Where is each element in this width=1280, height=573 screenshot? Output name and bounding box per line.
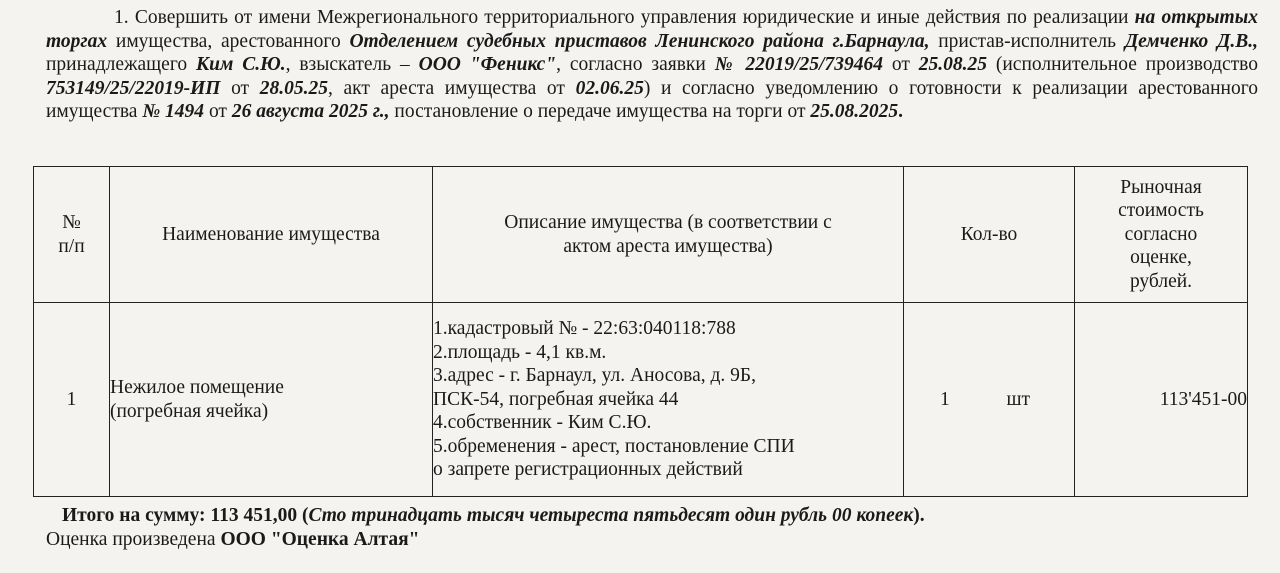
application-number: № 22019/25/739464 (714, 54, 883, 76)
auction-type: на открытых торгах (46, 7, 1258, 52)
para-text: пристав-исполнитель (929, 30, 1125, 52)
quantity-unit: шт (1006, 388, 1030, 410)
order-paragraph (46, 6, 1258, 124)
transfer-date: 25.08.2025 (810, 101, 899, 123)
para-text: имущества, арестованного (107, 30, 350, 52)
claimant-name: ООО "Феникс" (418, 54, 557, 76)
desc-line: о запрете регистрационных действий (433, 459, 743, 481)
total-sum: Итого на сумму: 113 451,00 (Сто тринадцать тысяч четыреста пятьдесят один рубль 00 копеек). (62, 505, 925, 526)
cell-number: 1 (34, 303, 110, 497)
table-header-row (34, 167, 1248, 303)
para-text: от (882, 54, 919, 76)
header-quantity: Кол-во (904, 167, 1075, 303)
appraisal-note: Оценка произведена ООО "Оценка Алтая" (46, 529, 420, 550)
para-text: 1. Совершить от имени Межрегионального территориального управления юридические и иные действия по реализации (114, 7, 1135, 28)
desc-line: 5.обременения - арест, постановление СПИ (433, 435, 795, 457)
desc-line: ПСК-54, погребная ячейка 44 (433, 388, 679, 410)
header-number: № п/п (34, 167, 110, 303)
cell-name: Нежилое помещение (погребная ячейка) (110, 303, 433, 497)
notice-date: 26 августа 2025 г., (231, 101, 390, 123)
desc-line: 3.адрес - г. Барнаул, ул. Аносова, д. 9Б, (433, 365, 756, 387)
para-text: , согласно заявки (556, 54, 715, 76)
bailiff-department: Отделением судебных приставов Ленинского района г.Барнаула, (349, 30, 930, 52)
application-date: 25.08.25 (918, 54, 987, 76)
para-text: принадлежащего (46, 54, 196, 76)
property-table (33, 166, 1248, 497)
para-text: , акт ареста имущества от (327, 77, 576, 99)
para-text: постановление о передаче имущества на торги от (389, 101, 811, 123)
desc-line: 2.площадь - 4,1 кв.м. (433, 341, 607, 363)
para-text: , взыскатель – (285, 54, 419, 76)
appraiser-org: ООО "Оценка Алтая" (220, 529, 420, 550)
proceeding-number: 753149/25/22019-ИП (46, 77, 221, 99)
notice-number: № 1494 (142, 101, 205, 123)
arrest-act-date: 02.06.25 (575, 77, 644, 99)
owner-name: Ким С.Ю. (195, 54, 286, 76)
header-name: Наименование имущества (110, 167, 433, 303)
para-text: от (220, 77, 260, 99)
total-in-words: Сто тринадцать тысяч четыреста пятьдесят один рубль 00 копеек (308, 505, 914, 526)
table-row (34, 303, 1248, 497)
para-text: (исполнительное производство (987, 54, 1258, 76)
cell-price: 113'451-00 (1075, 303, 1248, 497)
para-text: от (204, 101, 232, 123)
para-text: . (898, 101, 903, 123)
desc-line: 4.собственник - Ким С.Ю. (433, 412, 652, 434)
cell-quantity (904, 303, 1075, 497)
header-description: Описание имущества (в соответствии с актом ареста имущества) (433, 167, 904, 303)
header-price: Рыночная стоимость согласно оценке, рублей. (1075, 167, 1248, 303)
bailiff-name: Демченко Д.В., (1124, 30, 1258, 52)
quantity-value: 1 (940, 388, 950, 410)
desc-line: 1.кадастровый № - 22:63:040118:788 (433, 318, 736, 340)
cell-description (433, 303, 904, 497)
para-text: ) и согласно уведомлению о готовности к реализации арестованного имущества (46, 77, 1259, 123)
proceeding-date: 28.05.25 (259, 77, 328, 99)
